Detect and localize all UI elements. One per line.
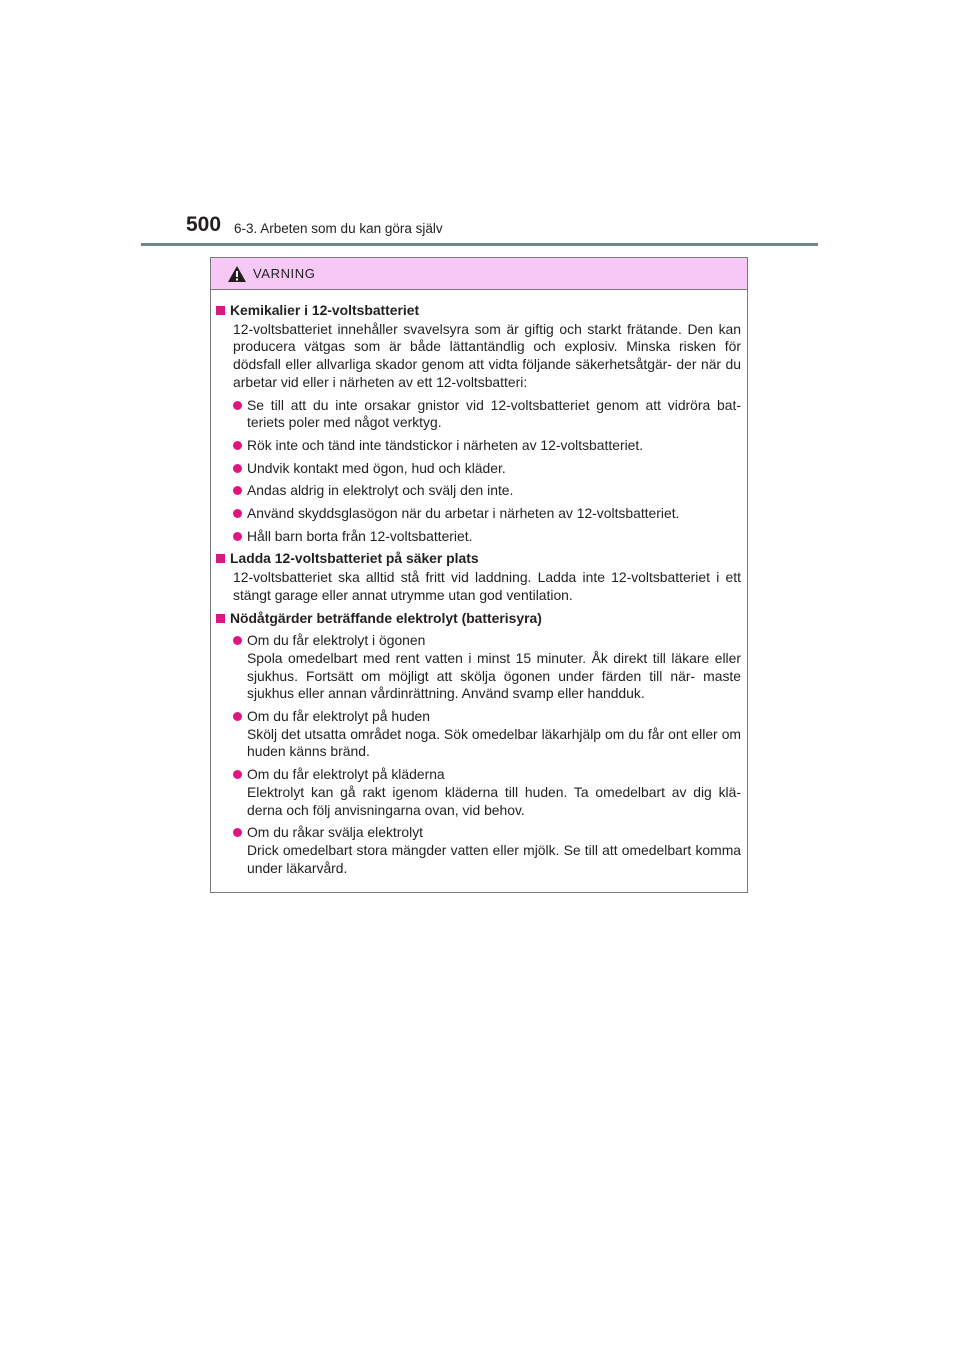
list-item [233, 824, 741, 877]
round-bullet-icon [233, 532, 242, 541]
item-text: Skölj det utsatta området noga. Sök omedelbar läkarhjälp om du får ont eller om huden känns bränd. [247, 725, 741, 760]
list-item: Rök inte och tänd inte tändstickor i närheten av 12-voltsbatteriet. [233, 437, 741, 455]
page-number: 500 [186, 213, 222, 236]
header-rule [141, 243, 818, 246]
section-heading: Nödåtgärder beträffande elektrolyt (batterisyra) [216, 610, 741, 628]
item-title: Om du får elektrolyt på huden [247, 708, 430, 725]
warning-header [211, 258, 747, 290]
list-item [233, 708, 741, 761]
square-bullet-icon [216, 306, 225, 315]
list-item: Undvik kontakt med ögon, hud och kläder. [233, 460, 741, 478]
item-text: Elektrolyt kan gå rakt igenom kläderna till huden. Ta omedelbart av dig klä- derna och följ anvisningarna ovan, vid behov. [247, 783, 741, 818]
item-title: Om du får elektrolyt i ögonen [247, 632, 426, 649]
item-title: Om du får elektrolyt på kläderna [247, 766, 445, 783]
list-item [233, 632, 741, 703]
item-text: Drick omedelbart stora mängder vatten eller mjölk. Se till att omedelbart komma under läkarvård. [247, 841, 741, 876]
list-item [233, 766, 741, 819]
round-bullet-icon [233, 636, 242, 645]
section-text: 12-voltsbatteriet innehåller svavelsyra som är giftig och starkt frätande. Den kan producera vätgas som är både lättantändlig och explosiv. Minska risken för dödsfall eller allvarliga skador genom att vidta följande säkerhetsåtgär- der när du arbetar vid eller i närheten av ett 12-voltsbatteri: [233, 320, 741, 390]
section-title: 6-3. Arbeten som du kan göra själv [234, 221, 443, 236]
round-bullet-icon [233, 486, 242, 495]
section-heading: Ladda 12-voltsbatteriet på säker plats [216, 550, 741, 568]
square-bullet-icon [216, 614, 225, 623]
list-item: Andas aldrig in elektrolyt och svälj den inte. [233, 482, 741, 500]
round-bullet-icon [233, 464, 242, 473]
square-bullet-icon [216, 554, 225, 563]
list-item: Använd skyddsglasögon när du arbetar i närheten av 12-voltsbatteriet. [233, 505, 741, 523]
round-bullet-icon [233, 509, 242, 518]
round-bullet-icon [233, 401, 242, 410]
round-bullet-icon [233, 770, 242, 779]
item-text: Spola omedelbart med rent vatten i minst 15 minuter. Åk direkt till läkare eller sjukhus. Fortsätt om möjligt att skölja ögonen under färden till när- maste sjukhus eller annan vårdinrättning. Använd svamp eller handduk. [247, 649, 741, 702]
warning-box [210, 257, 748, 893]
round-bullet-icon [233, 828, 242, 837]
warning-body [211, 290, 747, 877]
section-text: 12-voltsbatteriet ska alltid stå fritt vid laddning. Ladda inte 12-voltsbatteriet i ett stängt garage eller annat utrymme utan god ventilation. [233, 569, 741, 603]
list-item: Håll barn borta från 12-voltsbatteriet. [233, 528, 741, 546]
round-bullet-icon [233, 441, 242, 450]
list-item: Se till att du inte orsakar gnistor vid 12-voltsbatteriet genom att vidröra bat- teriets poler med något verktyg. [233, 397, 741, 432]
item-title: Om du råkar svälja elektrolyt [247, 824, 424, 841]
round-bullet-icon [233, 712, 242, 721]
warning-label: VARNING [253, 266, 316, 281]
section-heading: Kemikalier i 12-voltsbatteriet [216, 302, 741, 320]
warning-triangle-icon [227, 265, 247, 283]
